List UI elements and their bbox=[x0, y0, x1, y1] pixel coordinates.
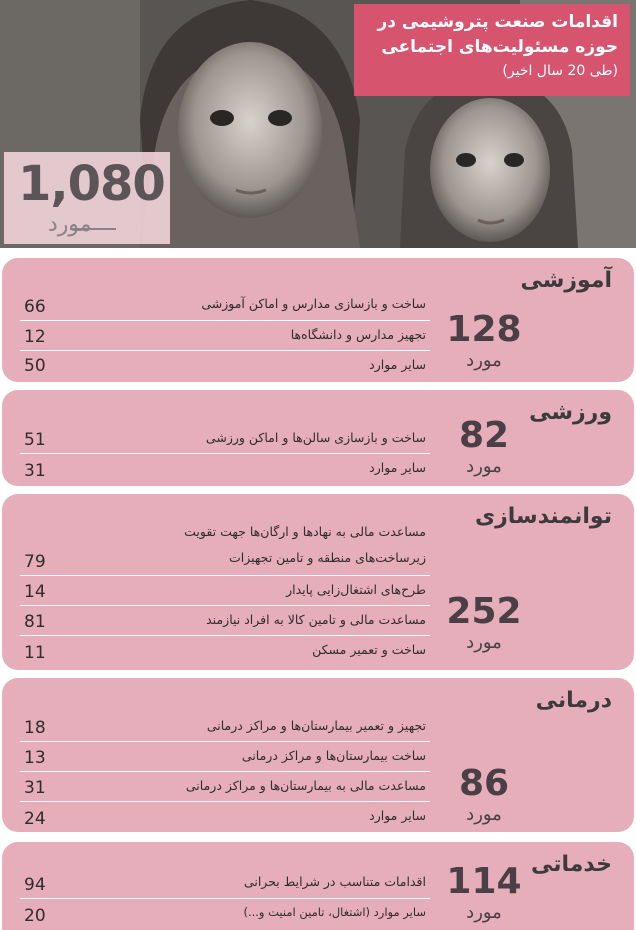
table-row bbox=[20, 424, 430, 454]
page-title-line2: حوزه مسئولیت‌های اجتماعی bbox=[381, 37, 618, 57]
row-count: 14 bbox=[24, 582, 46, 602]
row-label: مساعدت مالی و تامین کالا به افراد نیازمند bbox=[206, 612, 426, 627]
category-total bbox=[434, 764, 534, 826]
table-row bbox=[20, 636, 430, 666]
row-count: 20 bbox=[24, 906, 46, 926]
table-row bbox=[20, 742, 430, 772]
page-subtitle: (طی 20 سال اخیر) bbox=[502, 63, 618, 79]
category-total-value: 252 bbox=[446, 591, 522, 632]
row-count: 81 bbox=[24, 612, 46, 632]
category-panel-sports bbox=[2, 390, 634, 486]
category-total bbox=[434, 862, 534, 924]
hero-photo bbox=[0, 0, 636, 248]
row-label: ساخت و تعمیر مسکن bbox=[312, 642, 426, 657]
table-row bbox=[20, 712, 430, 742]
row-label: تجهیز و تعمیر بیمارستان‌ها و مراکز درمانی bbox=[206, 718, 426, 733]
category-panel-services bbox=[2, 842, 634, 930]
row-label: طرح‌های اشتغال‌زایی پایدار bbox=[286, 582, 426, 597]
row-count: 12 bbox=[24, 327, 46, 347]
row-label: مساعدت مالی به نهادها و ارگان‌ها جهت تقویت bbox=[184, 524, 426, 539]
row-label: اقدامات متناسب در شرایط بحرانی bbox=[243, 874, 426, 889]
table-row bbox=[20, 606, 430, 636]
category-title: آموزشی bbox=[520, 268, 612, 293]
category-rows bbox=[20, 712, 430, 832]
category-rows bbox=[20, 424, 430, 484]
row-count: 24 bbox=[24, 809, 46, 829]
row-label: ساخت و بازسازی سالن‌ها و اماکن ورزشی bbox=[205, 430, 426, 445]
row-count: 94 bbox=[24, 875, 46, 895]
table-row bbox=[20, 772, 430, 802]
category-total-value: 114 bbox=[446, 861, 522, 902]
table-row bbox=[20, 454, 430, 484]
category-total-unit: مورد bbox=[466, 804, 502, 825]
table-row bbox=[20, 576, 430, 606]
row-count: 18 bbox=[24, 718, 46, 738]
category-rows bbox=[20, 868, 430, 929]
table-row bbox=[20, 868, 430, 899]
row-count: 79 bbox=[24, 552, 46, 572]
category-total-value: 128 bbox=[446, 309, 522, 350]
category-title: خدماتی bbox=[531, 852, 612, 877]
row-label: سایر موارد bbox=[369, 357, 426, 372]
row-count: 51 bbox=[24, 430, 46, 450]
category-total-value: 82 bbox=[458, 415, 510, 456]
row-count: 31 bbox=[24, 778, 46, 798]
category-total bbox=[434, 310, 534, 372]
row-count: 50 bbox=[24, 356, 46, 376]
table-row bbox=[20, 290, 430, 321]
table-row bbox=[20, 802, 430, 832]
row-label: مساعدت مالی به بیمارستان‌ها و مراکز درمانی bbox=[185, 778, 426, 793]
row-count: 13 bbox=[24, 748, 46, 768]
row-label-line2: زیرساخت‌های منطقه و تامین تجهیزات bbox=[228, 550, 426, 565]
table-row bbox=[20, 321, 430, 351]
category-panel-medical bbox=[2, 678, 634, 832]
table-row bbox=[20, 351, 430, 379]
title-box bbox=[354, 4, 630, 96]
category-total bbox=[434, 592, 534, 654]
category-title: درمانی bbox=[535, 688, 612, 713]
table-row bbox=[20, 520, 430, 576]
category-panel-education bbox=[2, 258, 634, 382]
category-total-value: 86 bbox=[458, 763, 510, 804]
row-label: ساخت بیمارستان‌ها و مراکز درمانی bbox=[241, 748, 426, 763]
page-title-line1: اقدامات صنعت پتروشیمی در bbox=[377, 12, 618, 32]
grand-total-unit: مورد bbox=[48, 212, 92, 237]
row-label: سایر موارد bbox=[369, 460, 426, 475]
grand-total-value: 1,080 bbox=[18, 156, 165, 212]
category-total-unit: مورد bbox=[466, 350, 502, 371]
row-count: 66 bbox=[24, 297, 46, 317]
category-title: ورزشی bbox=[529, 400, 612, 425]
category-rows bbox=[20, 520, 430, 666]
row-label: ساخت و بازسازی مدارس و اماکن آموزشی bbox=[201, 296, 426, 311]
category-rows bbox=[20, 290, 430, 379]
row-label: تجهیز مدارس و دانشگاه‌ها bbox=[290, 327, 426, 342]
category-total-unit: مورد bbox=[466, 632, 502, 653]
grand-total-box bbox=[4, 152, 170, 244]
row-count: 31 bbox=[24, 461, 46, 481]
table-row bbox=[20, 899, 430, 929]
row-label: سایر موارد (اشتغال، تامین امنیت و...) bbox=[243, 905, 426, 919]
category-total-unit: مورد bbox=[466, 456, 502, 477]
row-label: سایر موارد bbox=[369, 808, 426, 823]
category-panel-empowerment bbox=[2, 494, 634, 670]
category-total-unit: مورد bbox=[466, 902, 502, 923]
category-title: توانمندسازی bbox=[474, 504, 612, 529]
row-count: 11 bbox=[24, 643, 46, 663]
category-total bbox=[434, 416, 534, 478]
